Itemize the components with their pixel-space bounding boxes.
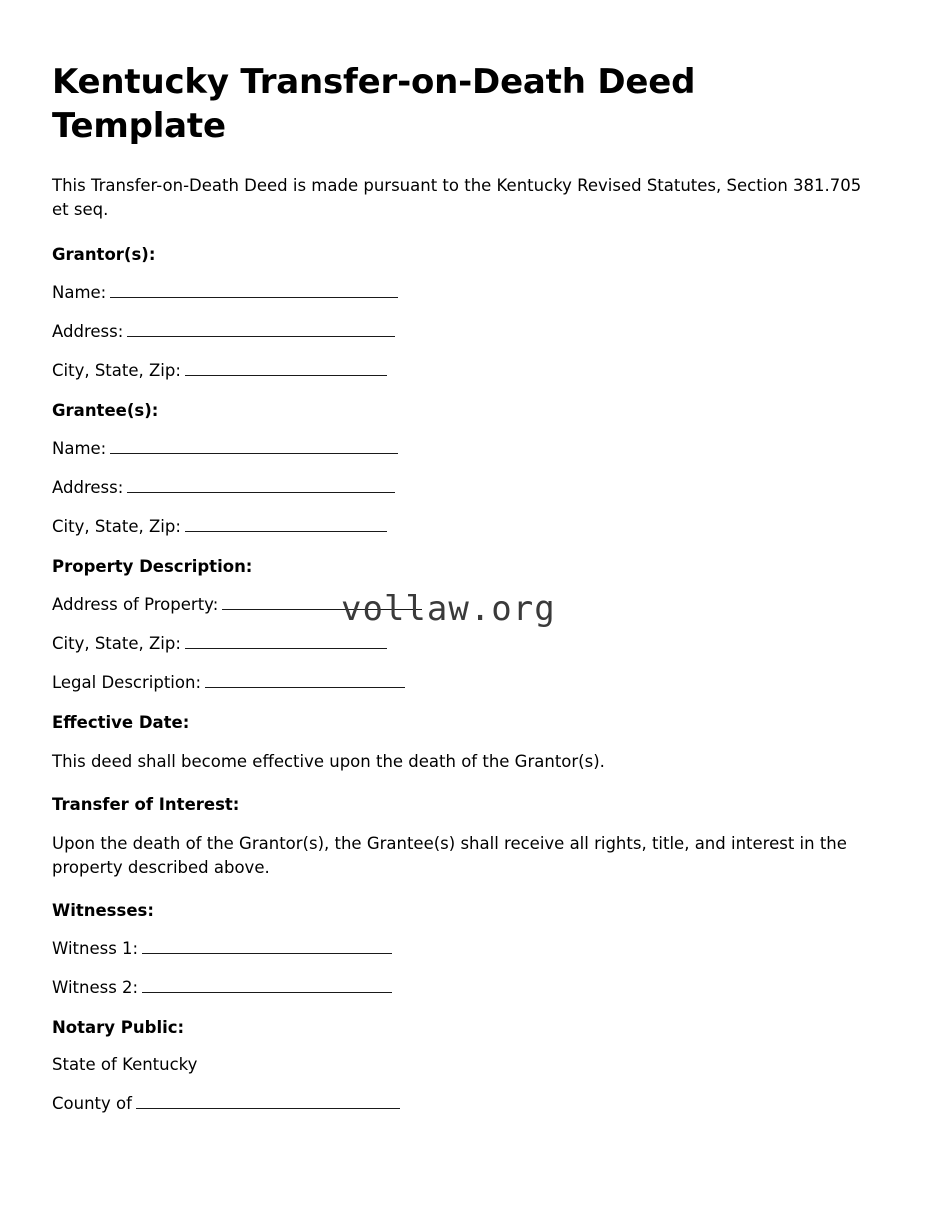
grantor-heading: Grantor(s): [52,245,156,265]
witness-1-input[interactable] [142,938,392,954]
property-city-state-zip-input[interactable] [185,633,387,649]
notary-county-input[interactable] [136,1093,400,1109]
witnesses-heading: Witnesses: [52,901,154,921]
witnesses-section [52,901,891,998]
grantor-address-input[interactable] [127,321,395,337]
grantee-address-row [52,477,891,498]
grantee-section [52,401,891,537]
witness-2-input[interactable] [142,977,392,993]
grantee-heading: Grantee(s): [52,401,159,421]
property-legal-description-row [52,672,891,693]
grantor-city-state-zip-label: City, State, Zip: [52,361,181,381]
grantor-address-label: Address: [52,322,124,342]
property-address-label: Address of Property: [52,595,219,615]
property-description-heading: Property Description: [52,557,253,577]
transfer-of-interest-section [52,795,891,879]
transfer-of-interest-heading: Transfer of Interest: [52,795,240,815]
grantee-address-label: Address: [52,478,124,498]
notary-public-heading: Notary Public: [52,1018,185,1038]
effective-date-section [52,713,891,773]
property-city-state-zip-row [52,633,891,654]
property-legal-description-label: Legal Description: [52,673,201,693]
grantee-address-input[interactable] [127,477,395,493]
effective-date-heading: Effective Date: [52,712,190,732]
notary-county-label: County of [52,1094,132,1114]
grantee-city-state-zip-input[interactable] [185,516,387,532]
notary-public-section [52,1018,891,1114]
property-description-section [52,557,891,693]
witness-1-row [52,938,891,959]
grantee-name-label: Name: [52,439,107,459]
witness-2-row [52,977,891,998]
witness-2-label: Witness 2: [52,978,139,998]
grantor-name-label: Name: [52,283,107,303]
property-city-state-zip-label: City, State, Zip: [52,634,181,654]
grantee-name-row [52,438,891,459]
property-legal-description-input[interactable] [205,672,405,688]
grantor-city-state-zip-input[interactable] [185,360,387,376]
grantee-name-input[interactable] [110,438,398,454]
grantor-section [52,245,891,381]
grantor-name-input[interactable] [110,282,398,298]
grantee-city-state-zip-label: City, State, Zip: [52,517,181,537]
transfer-of-interest-text: Upon the death of the Grantor(s), the Grantee(s) shall receive all rights, title, and interest in the property described above. [52,834,847,877]
grantor-name-row [52,282,891,303]
notary-state-line: State of Kentucky [52,1055,198,1075]
property-address-row [52,594,891,615]
intro-paragraph: This Transfer-on-Death Deed is made pursuant to the Kentucky Revised Statutes, Section 381.705 et seq. [52,176,862,219]
witness-1-label: Witness 1: [52,939,139,959]
grantee-city-state-zip-row [52,516,891,537]
effective-date-text: This deed shall become effective upon the death of the Grantor(s). [52,751,605,771]
grantor-address-row [52,321,891,342]
notary-county-row [52,1093,891,1114]
page-title: Kentucky Transfer-on-Death Deed Template [52,62,696,147]
property-address-input[interactable] [222,594,422,610]
watermark-vollaw: vollaw.org [341,589,556,629]
grantor-city-state-zip-row [52,360,891,381]
